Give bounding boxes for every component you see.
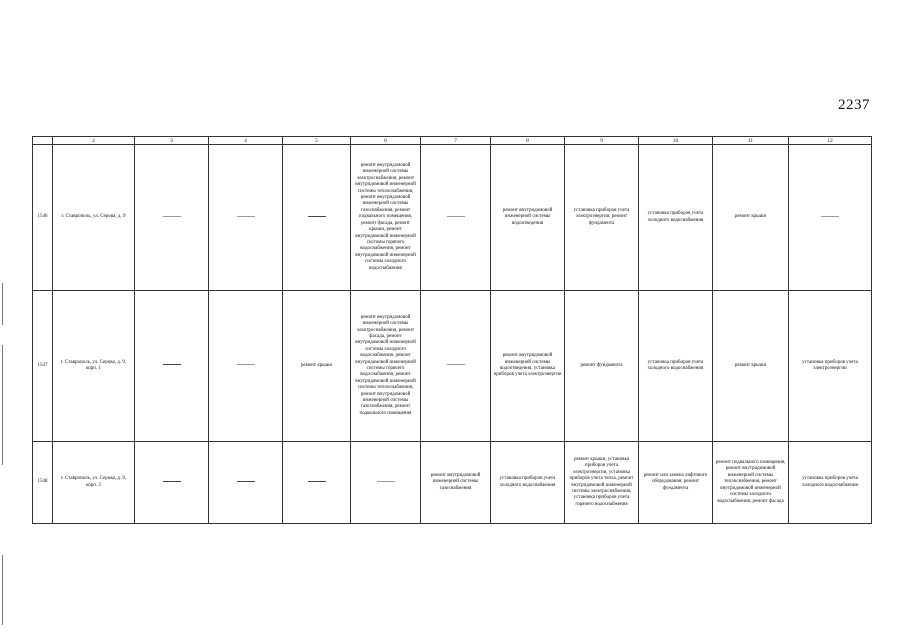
page-number: 2237 — [838, 97, 870, 113]
table-row — [33, 442, 872, 524]
table-cell — [421, 291, 491, 442]
dash-mark — [237, 481, 255, 482]
table-cell: ремонт внутридомовой инженерной системы газоснабжения — [421, 442, 491, 524]
dash-mark — [377, 481, 395, 482]
header-cell: 3 — [135, 137, 209, 145]
table-cell — [789, 145, 872, 291]
repair-schedule-table — [32, 136, 872, 524]
table-row — [33, 145, 872, 291]
address-cell: г. Ставрополь, ул. Серова, д. 9, корп. 2 — [53, 442, 135, 524]
table-cell — [283, 442, 351, 524]
header-cell: 11 — [713, 137, 789, 145]
table-cell: ремонт или замена лифтового оборудования, ремонт фундамента — [639, 442, 713, 524]
table-cell: ремонт внутридомовой инженерной системы водоотведения, установка приборов учета электроэнергии — [491, 291, 565, 442]
address-cell: г. Ставрополь, ул. Серова, д. 9, корп. 1 — [53, 291, 135, 442]
table-cell: установка приборов учета холодного водоснабжения — [789, 442, 872, 524]
margin-mark — [2, 555, 3, 625]
header-cell: 8 — [491, 137, 565, 145]
table-cell — [283, 145, 351, 291]
table-cell: установка приборов учета холодного водоснабжения — [639, 291, 713, 442]
table-cell — [135, 291, 209, 442]
table-cell: установка приборов учета электроэнергии — [789, 291, 872, 442]
dash-mark — [163, 364, 181, 365]
header-cell: 6 — [351, 137, 421, 145]
table-cell: ремонт крыши, установка приборов учета электроэнергии, установка приборов учета тепла, ремонт внутридомовой инженерной системы электроснабжения, установка приборов учета горячего водоснабжения — [565, 442, 639, 524]
header-cell: 12 — [789, 137, 872, 145]
dash-mark — [447, 364, 465, 365]
header-cell: 5 — [283, 137, 351, 145]
margin-mark — [2, 283, 3, 325]
table-cell: ремонт крыши — [713, 145, 789, 291]
table-cell — [135, 145, 209, 291]
table-cell: установка приборов учета электроэнергии, ремонт фундамента — [565, 145, 639, 291]
table-cell: ремонт внутридомовой инженерной системы водоотведения — [491, 145, 565, 291]
dash-mark — [163, 216, 181, 217]
table-cell: ремонт крыши — [713, 291, 789, 442]
header-cell: 7 — [421, 137, 491, 145]
table-cell — [209, 145, 283, 291]
dash-mark — [308, 481, 326, 482]
table-cell — [135, 442, 209, 524]
table-cell: установка приборов учета холодного водоснабжения — [639, 145, 713, 291]
row-number: 1548 — [33, 442, 53, 524]
table-cell — [421, 145, 491, 291]
table-row — [33, 291, 872, 442]
table-cell: ремонт внутридомовой инженерной системы электроснабжения, ремонт внутридомовой инженерной системы теплоснабжения, ремонт внутридомовой инженерной системы газоснабжения, ремонт подвального помещения, ремонт фасада, ремонт крыши, ремонт внутридомовой инженерной системы горячего водоснабжения, ремонт внутридомовой инженерной системы холодного водоснабжения — [351, 145, 421, 291]
table-cell: ремонт внутридомовой инженерной системы электроснабжения, ремонт фасада, ремонт внутридомовой инженерной системы холодного водоснабжения, ремонт внутридомовой инженерной системы горячего водоснабжения, ремонт внутридомовой инженерной системы теплоснабжения, ремонт внутридомовой инженерной системы газоснабжения, ремонт подвального помещения — [351, 291, 421, 442]
header-cell: 9 — [565, 137, 639, 145]
header-cell: 10 — [639, 137, 713, 145]
address-cell: г. Ставрополь, ул. Серова, д. 9 — [53, 145, 135, 291]
table-cell — [351, 442, 421, 524]
dash-mark — [821, 216, 839, 217]
dash-mark — [237, 216, 255, 217]
table-cell — [209, 291, 283, 442]
row-number: 1546 — [33, 145, 53, 291]
row-number: 1547 — [33, 291, 53, 442]
table-cell: ремонт крыши — [283, 291, 351, 442]
table-cell: ремонт фундамента — [565, 291, 639, 442]
dash-mark — [163, 481, 181, 482]
dash-mark — [308, 216, 326, 217]
header-cell — [33, 137, 53, 145]
dash-mark — [447, 216, 465, 217]
column-number-row — [33, 137, 872, 145]
margin-mark — [2, 345, 3, 465]
header-cell: 4 — [209, 137, 283, 145]
header-cell: 2 — [53, 137, 135, 145]
dash-mark — [237, 364, 255, 365]
table-cell: ремонт подвального помещения, ремонт внутридомовой инженерной системы теплоснабжения, ремонт внутридомовой инженерной системы холодного водоснабжения, ремонт фасада — [713, 442, 789, 524]
table-cell — [209, 442, 283, 524]
table-cell: установка приборов учета холодного водоснабжения — [491, 442, 565, 524]
